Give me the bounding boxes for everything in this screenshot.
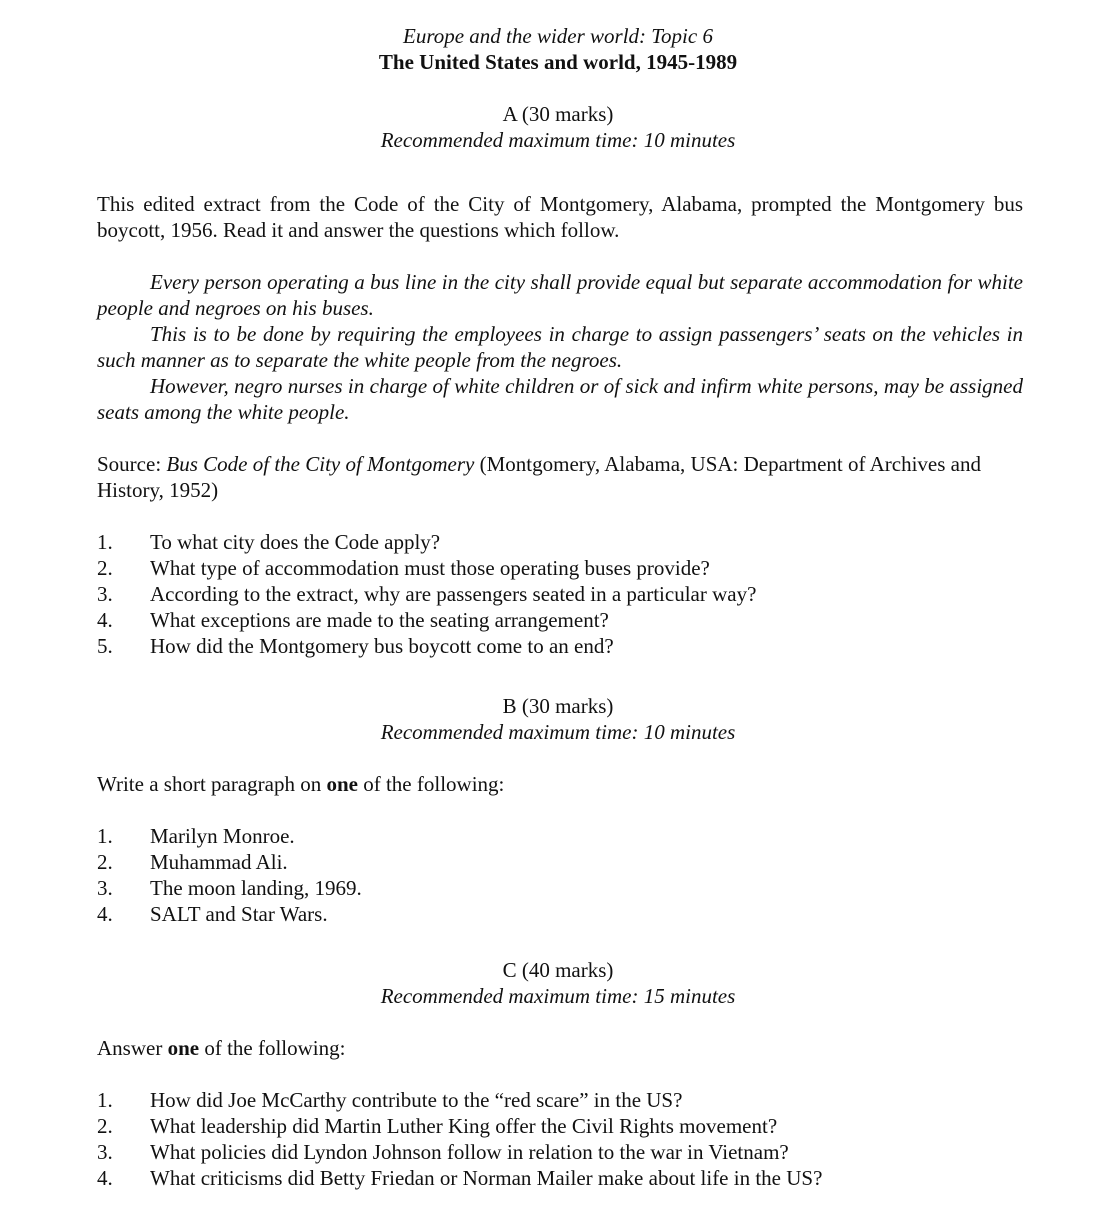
section-b-instruction: Write a short paragraph on one of the following: bbox=[97, 772, 505, 796]
source-details: (Montgomery, Alabama, USA: Department of Archives and History, 1952) bbox=[97, 452, 981, 502]
topic-subtitle: Europe and the wider world: Topic 6 bbox=[403, 24, 713, 48]
extract-paragraph: This is to be done by requiring the employees in charge to assign passengers’ seats on the vehicles in such manner as to separate the white people from the negroes. bbox=[97, 322, 1023, 372]
extract-paragraph: Every person operating a bus line in the city shall provide equal but separate accommodation for white people and negroes on his buses. bbox=[97, 270, 1023, 320]
section-c-instruction: Answer one of the following: bbox=[97, 1036, 346, 1060]
section-b-heading: B (30 marks) bbox=[502, 694, 614, 718]
list-item: 3. The moon landing, 1969. bbox=[97, 876, 362, 900]
extract-quote bbox=[97, 269, 1023, 425]
list-item: 1. To what city does the Code apply? bbox=[97, 530, 441, 554]
extract-paragraph: However, negro nurses in charge of white children or of sick and infirm white persons, may be assigned seats among the white people. bbox=[97, 374, 1023, 424]
list-item: 2. What leadership did Martin Luther King offer the Civil Rights movement? bbox=[97, 1114, 778, 1138]
source-title: Bus Code of the City of Montgomery bbox=[166, 452, 475, 476]
list-item: 1. Marilyn Monroe. bbox=[97, 824, 295, 848]
list-item: 1. How did Joe McCarthy contribute to the “red scare” in the US? bbox=[97, 1088, 683, 1112]
list-item: 2. What type of accommodation must those operating buses provide? bbox=[97, 556, 710, 580]
list-item: 4. SALT and Star Wars. bbox=[97, 902, 328, 926]
list-item: 2. Muhammad Ali. bbox=[97, 850, 288, 874]
section-a-time: Recommended maximum time: 10 minutes bbox=[380, 128, 736, 152]
section-a-intro: This edited extract from the Code of the City of Montgomery, Alabama, prompted the Montgomery bus boycott, 1956. Read it and answer the questions which follow. bbox=[97, 192, 1023, 242]
source-citation bbox=[97, 451, 1023, 503]
section-c-questions bbox=[97, 1087, 1057, 1191]
section-a-questions bbox=[97, 529, 1057, 659]
list-item: 5. How did the Montgomery bus boycott come to an end? bbox=[97, 634, 614, 658]
section-c-time: Recommended maximum time: 15 minutes bbox=[380, 984, 736, 1008]
list-item: 4. What exceptions are made to the seating arrangement? bbox=[97, 608, 609, 632]
section-b-options bbox=[97, 823, 1057, 927]
topic-title: The United States and world, 1945-1989 bbox=[378, 50, 738, 74]
section-b-time: Recommended maximum time: 10 minutes bbox=[380, 720, 736, 744]
section-a-heading: A (30 marks) bbox=[502, 102, 614, 126]
list-item: 4. What criticisms did Betty Friedan or Norman Mailer make about life in the US? bbox=[97, 1166, 823, 1190]
section-c-heading: C (40 marks) bbox=[502, 958, 614, 982]
list-item: 3. What policies did Lyndon Johnson follow in relation to the war in Vietnam? bbox=[97, 1140, 789, 1164]
list-item: 3. According to the extract, why are passengers seated in a particular way? bbox=[97, 582, 757, 606]
source-label: Source: bbox=[97, 452, 162, 476]
